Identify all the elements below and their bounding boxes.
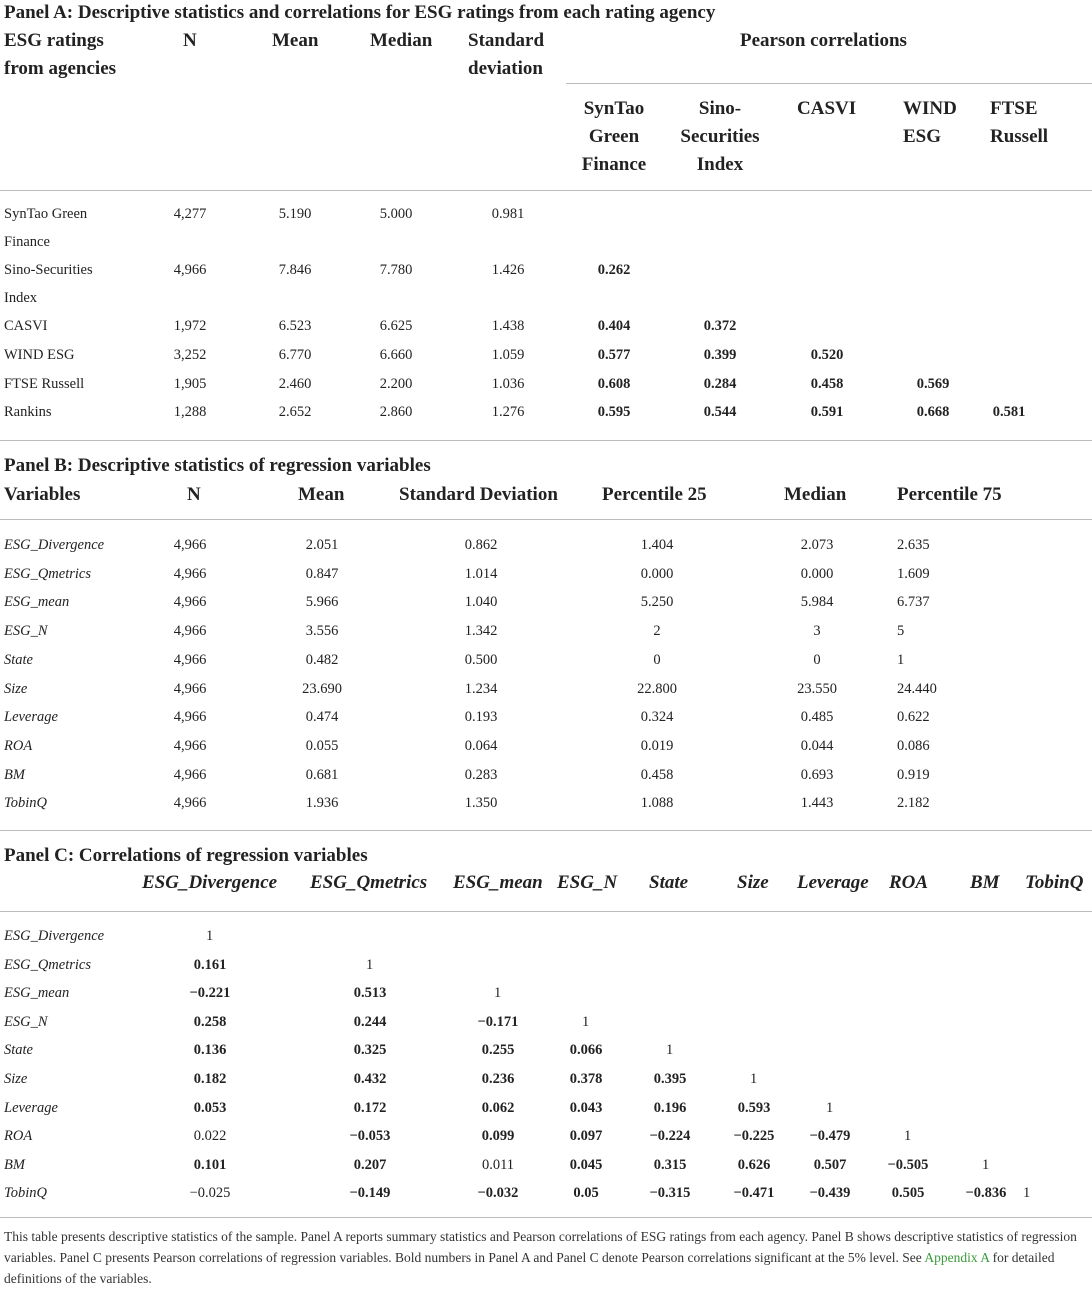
panel-b-cell-3-2: 3.556 — [305, 623, 339, 640]
panel-a-bottom-rule — [0, 440, 1092, 441]
panel-a-cell-median-5: 2.860 — [379, 404, 413, 420]
panel-a-cell-mean-3: 6.770 — [278, 347, 312, 363]
panel-c-cell-5-3: 0.378 — [569, 1071, 603, 1087]
panel-b-cell-6-5: 0.485 — [800, 709, 834, 726]
panel-a-cell-median-0: 5.000 — [379, 206, 413, 222]
panel-c-cell-1-1: 1 — [366, 956, 374, 973]
panel-b-cell-0-2: 2.051 — [305, 537, 339, 553]
panel-b-cell-6-2: 0.474 — [305, 709, 339, 726]
panel-c-header-8: BM — [970, 872, 1000, 893]
panel-b-cell-3-6: 5 — [897, 623, 905, 640]
panel-b-cell-3-4: 2 — [653, 623, 661, 640]
panel-a-corr-cell-4-3: 0.569 — [916, 376, 950, 392]
panel-c-header-1: ESG_Qmetrics — [310, 872, 428, 893]
panel-c-cell-8-0: 0.101 — [193, 1156, 227, 1173]
panel-c-cell-9-0: −0.025 — [189, 1185, 231, 1202]
panel-c-cell-4-0: 0.136 — [193, 1042, 227, 1059]
panel-a-cell-median-2: 6.625 — [379, 318, 413, 334]
panel-c-cell-8-6: 0.507 — [813, 1156, 847, 1173]
panel-b-row-label-0: ESG_Divergence — [4, 537, 105, 553]
panel-c-cell-5-4: 0.395 — [653, 1071, 687, 1087]
panel-b-cell-7-6: 0.086 — [897, 737, 930, 754]
panel-b-cell-7-1: 4,966 — [173, 737, 207, 754]
panel-b-cell-1-5: 0.000 — [800, 565, 834, 582]
panel-c-cell-9-6: −0.439 — [809, 1185, 851, 1202]
panel-a-corr-header-3-line-0: WIND — [903, 98, 957, 119]
panel-c-cell-9-7: 0.505 — [891, 1185, 925, 1202]
panel-b-cell-2-4: 5.250 — [640, 594, 674, 611]
panel-a-corr-header-1-line-2: Index — [696, 154, 744, 175]
panel-b-header-2: Mean — [298, 484, 345, 505]
panel-b-cell-1-4: 0.000 — [640, 565, 674, 582]
panel-a-cell-median-3: 6.660 — [379, 347, 413, 363]
panel-b-cell-9-3: 1.350 — [464, 795, 498, 812]
panel-b-cell-5-1: 4,966 — [173, 680, 207, 697]
panel-c-cell-7-2: 0.099 — [481, 1128, 515, 1145]
panel-c-cell-7-7: 1 — [904, 1128, 912, 1145]
panel-c-cell-6-2: 0.062 — [481, 1099, 515, 1116]
panel-b-cell-1-3: 1.014 — [464, 565, 498, 582]
panel-a-cell-sd-4: 1.036 — [491, 376, 525, 392]
panel-c-row-label-0: ESG_Divergence — [4, 928, 105, 944]
table-bottom-rule — [0, 1217, 1092, 1218]
panel-b-cell-8-3: 0.283 — [464, 766, 498, 783]
panel-a-cell-n-5: 1,288 — [173, 404, 207, 420]
panel-c-cell-7-4: −0.224 — [649, 1128, 691, 1145]
panel-a-header-mean: Mean — [272, 30, 319, 51]
panel-c-cell-8-4: 0.315 — [653, 1156, 687, 1173]
panel-a-header-agency-2: from agencies — [4, 58, 117, 79]
panel-b-cell-9-4: 1.088 — [640, 795, 674, 812]
panel-c-cell-7-6: −0.479 — [809, 1128, 851, 1145]
panel-c-cell-8-5: 0.626 — [737, 1156, 771, 1173]
panel-a-corr-cell-3-2: 0.520 — [810, 347, 844, 363]
panel-c-cell-4-2: 0.255 — [481, 1042, 515, 1059]
panel-b-cell-8-4: 0.458 — [640, 766, 674, 783]
panel-c-title: Panel C: Correlations of regression variables — [4, 845, 368, 866]
panel-c-row-label-8: BM — [4, 1156, 25, 1173]
panel-c-header-0: ESG_Divergence — [142, 872, 278, 893]
panel-a-row-label-5: Rankins — [4, 404, 52, 420]
panel-a-cell-median-4: 2.200 — [379, 376, 413, 392]
panel-a-row-label2-0: Finance — [4, 234, 50, 250]
panel-c-cell-0-0: 1 — [206, 928, 214, 944]
panel-a-corr-cell-3-0: 0.577 — [597, 347, 631, 363]
panel-a-cell-mean-0: 5.190 — [278, 206, 312, 222]
panel-c-cell-7-1: −0.053 — [349, 1128, 391, 1145]
panel-a-cell-mean-4: 2.460 — [278, 376, 312, 392]
panel-c-cell-9-8: −0.836 — [965, 1185, 1007, 1202]
panel-c-cell-3-3: 1 — [582, 1013, 590, 1030]
panel-a-header-rule — [0, 190, 1092, 191]
panel-c-row-label-5: Size — [4, 1071, 28, 1087]
panel-b-cell-8-1: 4,966 — [173, 766, 207, 783]
panel-b-cell-0-3: 0.862 — [464, 537, 498, 553]
panel-c-row-label-6: Leverage — [4, 1099, 58, 1116]
panel-a-header-pearson: Pearson correlations — [740, 30, 907, 51]
panel-c-cell-6-0: 0.053 — [193, 1099, 227, 1116]
panel-b-row-label-7: ROA — [4, 737, 33, 754]
panel-c-cell-8-7: −0.505 — [887, 1156, 929, 1173]
panel-c-cell-6-1: 0.172 — [353, 1099, 387, 1116]
panel-a-cell-sd-0: 0.981 — [491, 206, 525, 222]
panel-b-cell-3-5: 3 — [813, 623, 821, 640]
panel-c-cell-3-2: −0.171 — [477, 1013, 519, 1030]
panel-b-cell-2-3: 1.040 — [464, 594, 498, 611]
panel-b-header-4: Percentile 25 — [602, 484, 707, 505]
panel-c-cell-8-2: 0.011 — [481, 1156, 515, 1173]
panel-b-cell-6-1: 4,966 — [173, 709, 207, 726]
panel-b-cell-4-4: 0 — [653, 651, 661, 668]
panel-c-cell-3-1: 0.244 — [353, 1013, 387, 1030]
panel-c-header-9: TobinQ — [1025, 872, 1084, 893]
panel-b-title: Panel B: Descriptive statistics of regression variables — [4, 455, 431, 476]
panel-b-bottom-rule — [0, 830, 1092, 831]
panel-a-header-n: N — [183, 30, 197, 51]
panel-c-cell-8-1: 0.207 — [353, 1156, 387, 1173]
panel-b-cell-3-1: 4,966 — [173, 623, 207, 640]
panel-a-title: Panel A: Descriptive statistics and correlations for ESG ratings from each rating agency — [4, 2, 716, 23]
panel-c-cell-7-0: 0.022 — [193, 1128, 227, 1145]
panel-a-corr-header-3-line-1: ESG — [903, 126, 942, 147]
panel-a-row-label2-1: Index — [4, 290, 38, 306]
panel-c-cell-6-6: 1 — [826, 1099, 834, 1116]
panel-a-cell-n-4: 1,905 — [173, 376, 207, 392]
panel-b-cell-4-2: 0.482 — [305, 651, 339, 668]
table-note — [4, 1226, 1088, 1289]
panel-b-cell-1-6: 1.609 — [897, 565, 930, 582]
panel-c-cell-9-4: −0.315 — [649, 1185, 691, 1202]
panel-a-corr-cell-2-0: 0.404 — [597, 318, 631, 334]
panel-b-cell-4-5: 0 — [813, 651, 821, 668]
panel-b-cell-7-4: 0.019 — [640, 737, 674, 754]
panel-a-row-label-2: CASVI — [4, 318, 48, 334]
panel-c-row-label-2: ESG_mean — [4, 985, 70, 1002]
panel-a-corr-header-0-line-0: SynTao — [583, 98, 645, 119]
panel-b-cell-0-4: 1.404 — [640, 537, 674, 553]
panel-a-corr-cell-5-4: 0.581 — [992, 404, 1026, 420]
panel-b-cell-2-5: 5.984 — [800, 594, 834, 611]
panel-b-cell-9-1: 4,966 — [173, 795, 207, 812]
panel-b-header-0: Variables — [4, 484, 81, 505]
panel-b-cell-9-5: 1.443 — [800, 795, 834, 812]
panel-b-cell-7-5: 0.044 — [800, 737, 834, 754]
panel-b-row-label-9: TobinQ — [4, 795, 47, 812]
panel-a-cell-n-1: 4,966 — [173, 262, 207, 278]
panel-b-cell-4-3: 0.500 — [464, 651, 498, 668]
panel-c-row-label-3: ESG_N — [4, 1013, 48, 1030]
panel-c-cell-4-3: 0.066 — [569, 1042, 603, 1059]
panel-a-cell-mean-1: 7.846 — [278, 262, 312, 278]
panel-b-cell-1-1: 4,966 — [173, 565, 207, 582]
panel-c-cell-4-4: 1 — [666, 1042, 674, 1059]
panel-a-corr-cell-1-0: 0.262 — [597, 262, 631, 278]
panel-a-corr-cell-2-1: 0.372 — [703, 318, 737, 334]
panel-c-header-rule — [0, 911, 1092, 912]
panel-b-cell-2-2: 5.966 — [305, 594, 339, 611]
panel-c-cell-3-0: 0.258 — [193, 1013, 227, 1030]
panel-a-corr-header-2-line-0: CASVI — [797, 98, 857, 119]
panel-b-cell-8-6: 0.919 — [897, 766, 930, 783]
panel-a-cell-n-2: 1,972 — [173, 318, 207, 334]
table-note-text: This table presents descriptive statistics of the sample. Panel A reports summary statistics and Pearson correlations of ESG ratings from each agency. Panel B shows descriptive statistics of regression variables. Panel C presents Pearson correlations of regression variables. Bold numbers in Panel A and Panel C denote Pearson correlations significant at the 5% level. See — [4, 1229, 1077, 1265]
panel-c-header-6: Leverage — [797, 872, 869, 893]
panel-c-cell-5-0: 0.182 — [193, 1071, 227, 1087]
panel-b-cell-3-3: 1.342 — [464, 623, 498, 640]
panel-a-header-agency-1: ESG ratings — [4, 30, 104, 51]
panel-a-corr-header-4-line-0: FTSE — [990, 98, 1038, 119]
panel-a-header-median: Median — [370, 30, 433, 51]
panel-b-cell-4-6: 1 — [897, 651, 905, 668]
panel-a-row-label-4: FTSE Russell — [4, 376, 85, 392]
panel-c-cell-7-3: 0.097 — [569, 1128, 603, 1145]
panel-a-cell-sd-2: 1.438 — [491, 318, 525, 334]
panel-c-cell-9-5: −0.471 — [733, 1185, 775, 1202]
panel-c-cell-7-5: −0.225 — [733, 1128, 775, 1145]
panel-b-cell-7-3: 0.064 — [464, 737, 498, 754]
panel-c-row-label-4: State — [4, 1042, 33, 1059]
panel-a-header-sd-2: deviation — [468, 58, 543, 79]
panel-c-cell-2-1: 0.513 — [353, 985, 387, 1002]
panel-a-cell-sd-5: 1.276 — [491, 404, 525, 420]
panel-a-corr-cell-5-2: 0.591 — [810, 404, 844, 420]
panel-b-cell-6-4: 0.324 — [640, 709, 674, 726]
appendix-a-link[interactable]: Appendix A — [924, 1250, 990, 1265]
panel-b-row-label-8: BM — [4, 766, 25, 783]
panel-c-cell-8-8: 1 — [982, 1156, 990, 1173]
panel-a-corr-header-0-line-1: Green — [588, 126, 640, 147]
panel-b-cell-6-6: 0.622 — [897, 709, 930, 726]
panel-b-header-3: Standard Deviation — [399, 484, 558, 505]
panel-c-cell-9-9: 1 — [1023, 1185, 1031, 1202]
panel-a-corr-cell-4-2: 0.458 — [810, 376, 844, 392]
panel-a-cell-n-3: 3,252 — [173, 347, 207, 363]
panel-c-cell-8-3: 0.045 — [569, 1156, 603, 1173]
panel-b-cell-5-2: 23.690 — [302, 680, 342, 697]
panel-c-cell-2-2: 1 — [494, 985, 502, 1002]
panel-c-cell-4-1: 0.325 — [353, 1042, 387, 1059]
panel-b-cell-1-2: 0.847 — [305, 565, 339, 582]
panel-c-cell-9-2: −0.032 — [477, 1185, 519, 1202]
table-note-tail: for detailed definitions of the variables. — [4, 1250, 1055, 1286]
panel-b-cell-8-2: 0.681 — [305, 766, 339, 783]
panel-b-cell-0-5: 2.073 — [800, 537, 834, 553]
panel-b-cell-6-3: 0.193 — [464, 709, 498, 726]
panel-a-row-label-3: WIND ESG — [4, 347, 75, 363]
panel-a-cell-mean-2: 6.523 — [278, 318, 312, 334]
panel-b-row-label-2: ESG_mean — [4, 594, 70, 611]
panel-b-row-label-1: ESG_Qmetrics — [4, 565, 91, 582]
panel-b-cell-5-3: 1.234 — [464, 680, 498, 697]
panel-b-cell-5-6: 24.440 — [897, 680, 937, 697]
panel-c-cell-9-3: 0.05 — [573, 1185, 599, 1202]
panel-b-row-label-4: State — [4, 651, 33, 668]
panel-c-header-7: ROA — [889, 872, 929, 893]
panel-c-cell-9-1: −0.149 — [349, 1185, 391, 1202]
panel-b-cell-2-6: 6.737 — [897, 594, 930, 611]
panel-b-row-label-6: Leverage — [4, 709, 58, 726]
panel-a-corr-header-1-line-0: Sino- — [698, 98, 742, 119]
panel-c-row-label-7: ROA — [4, 1128, 33, 1145]
panel-a-corr-cell-5-0: 0.595 — [597, 404, 631, 420]
panel-a-header-sd-1: Standard — [468, 30, 545, 51]
panel-b-cell-5-4: 22.800 — [637, 680, 677, 697]
panel-b-cell-8-5: 0.693 — [800, 766, 834, 783]
panel-b-header-6: Percentile 75 — [897, 484, 1002, 505]
panel-c-cell-5-5: 1 — [750, 1071, 758, 1087]
panel-c-cell-5-2: 0.236 — [481, 1071, 515, 1087]
panel-b-row-label-3: ESG_N — [4, 623, 48, 640]
panel-b-cell-7-2: 0.055 — [305, 737, 339, 754]
panel-a-corr-cell-3-1: 0.399 — [703, 347, 737, 363]
panel-c-cell-6-3: 0.043 — [569, 1099, 603, 1116]
panel-b-header-1: N — [187, 484, 201, 505]
panel-a-corr-header-1-line-1: Securities — [680, 126, 760, 147]
panel-b-cell-4-1: 4,966 — [173, 651, 207, 668]
panel-a-corr-cell-5-3: 0.668 — [916, 404, 950, 420]
panel-c-cell-5-1: 0.432 — [353, 1071, 387, 1087]
panel-a-corr-cell-4-1: 0.284 — [703, 376, 737, 392]
panel-c-cell-2-0: −0.221 — [189, 985, 231, 1002]
panel-c-header-2: ESG_mean — [453, 872, 543, 893]
panel-a-row-label-1: Sino-Securities — [4, 262, 93, 278]
panel-c-header-3: ESG_N — [557, 872, 618, 893]
panel-b-row-label-5: Size — [4, 680, 28, 697]
panel-c-row-label-1: ESG_Qmetrics — [4, 956, 91, 973]
panel-c-cell-1-0: 0.161 — [193, 956, 227, 973]
panel-b-header-rule — [0, 519, 1092, 520]
panel-a-cell-mean-5: 2.652 — [278, 404, 312, 420]
panel-a-cell-sd-3: 1.059 — [491, 347, 525, 363]
panel-a-row-label-0: SynTao Green — [4, 206, 88, 222]
panel-b-cell-9-6: 2.182 — [897, 795, 930, 812]
panel-b-cell-9-2: 1.936 — [305, 795, 339, 812]
panel-a-corr-cell-5-1: 0.544 — [703, 404, 737, 420]
panel-c-header-5: Size — [737, 872, 769, 893]
panel-c-row-label-9: TobinQ — [4, 1185, 47, 1202]
panel-b-cell-5-5: 23.550 — [797, 680, 837, 697]
panel-a-corr-header-4-line-1: Russell — [990, 126, 1049, 147]
pearson-header-rule — [566, 83, 1092, 84]
panel-b-cell-2-1: 4,966 — [173, 594, 207, 611]
panel-b-cell-0-1: 4,966 — [173, 537, 207, 553]
panel-c-cell-6-5: 0.593 — [737, 1099, 771, 1116]
panel-a-cell-sd-1: 1.426 — [491, 262, 525, 278]
panel-c-cell-6-4: 0.196 — [653, 1099, 687, 1116]
panel-c-header-4: State — [649, 872, 689, 893]
panel-a-cell-median-1: 7.780 — [379, 262, 413, 278]
panel-b-cell-0-6: 2.635 — [897, 537, 930, 553]
panel-b-header-5: Median — [784, 484, 847, 505]
panel-a-corr-header-0-line-2: Finance — [581, 154, 647, 175]
panel-a-corr-cell-4-0: 0.608 — [597, 376, 631, 392]
panel-a-cell-n-0: 4,277 — [173, 206, 207, 222]
